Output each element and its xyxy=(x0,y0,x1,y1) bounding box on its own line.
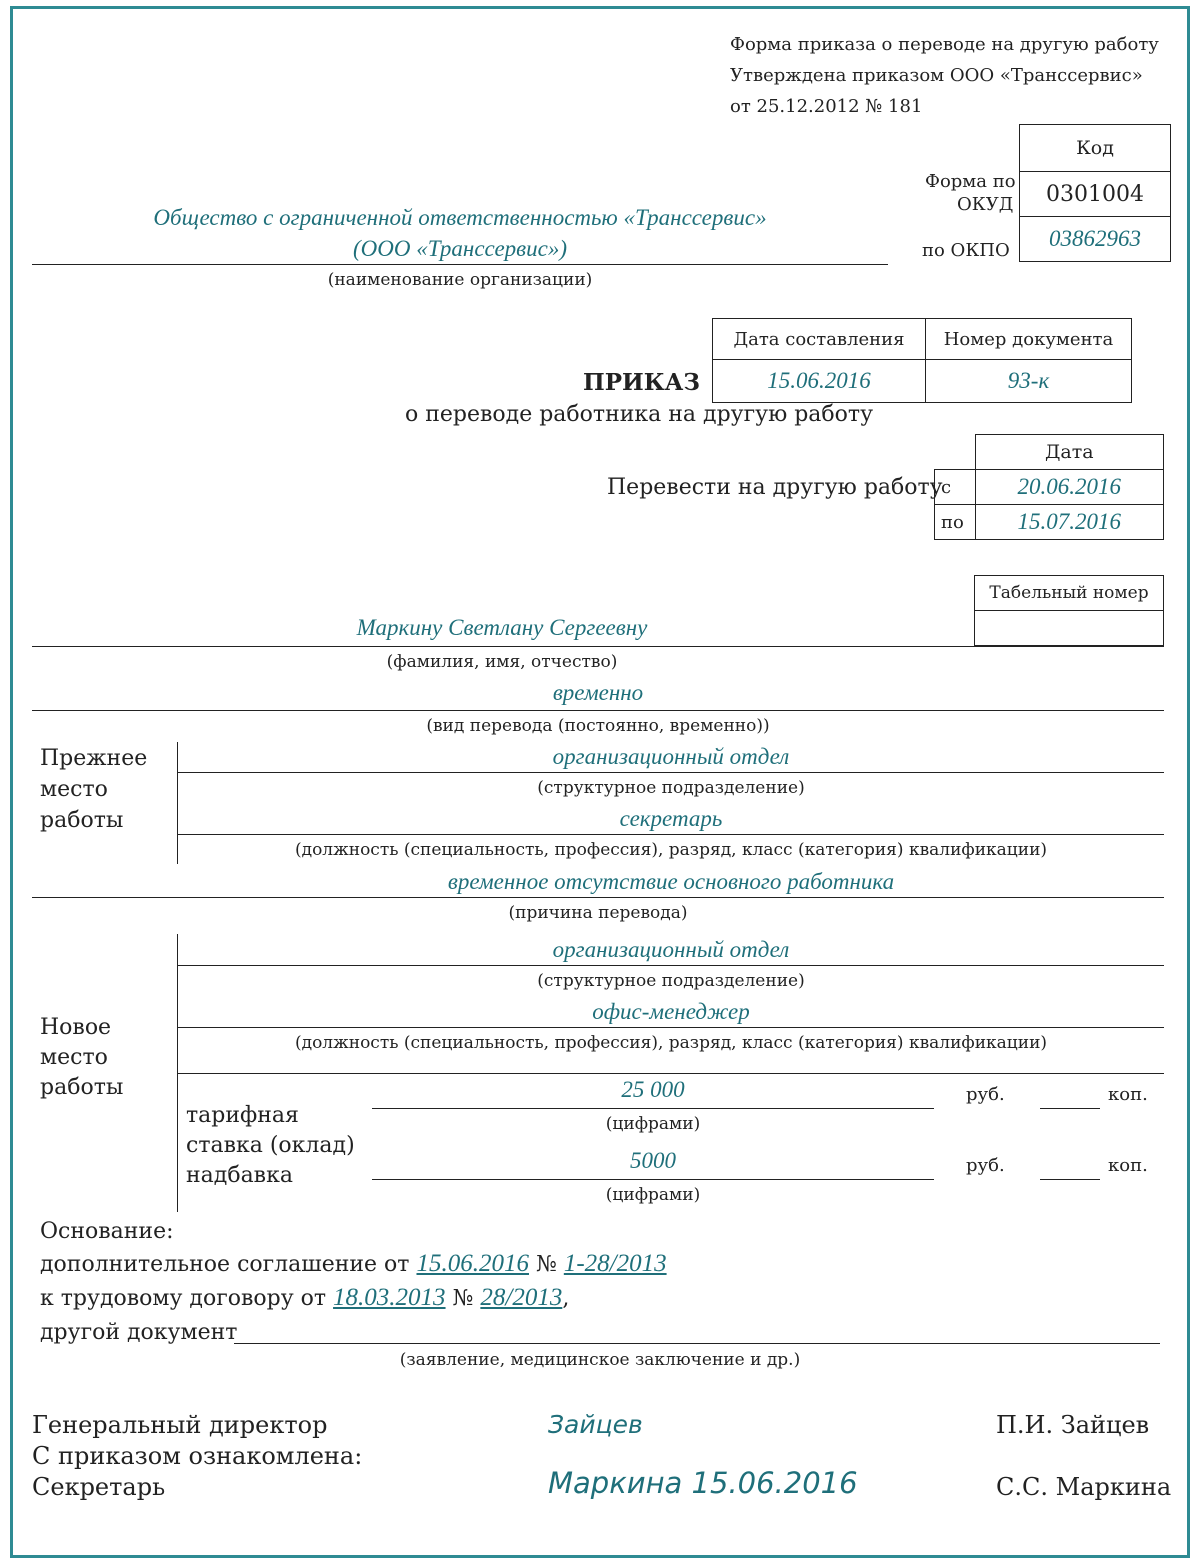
new-label-1: Новое xyxy=(40,1015,112,1040)
new-unit-value: организационный отдел xyxy=(552,937,790,962)
okud-value: 0301004 xyxy=(1020,172,1171,217)
acquainted-label: С приказом ознакомлена: xyxy=(32,1442,363,1470)
secretary-name: С.С. Маркина xyxy=(996,1473,1172,1501)
previous-position-value: секретарь xyxy=(619,806,723,831)
basis-other-underline xyxy=(234,1343,1160,1344)
basis-contract-date: 18.03.2013 xyxy=(333,1284,446,1311)
okpo-value: 03862963 xyxy=(1020,217,1171,262)
transfer-from-value: 20.06.2016 xyxy=(975,470,1164,505)
basis-agreement-prefix: дополнительное соглашение от xyxy=(40,1252,410,1277)
previous-label-1: Прежнее xyxy=(40,746,148,771)
new-section-divider xyxy=(178,1073,1164,1074)
doc-number-header: Номер документа xyxy=(926,319,1132,360)
okud-label-1: Форма по xyxy=(925,171,1016,192)
organization-caption: (наименование организации) xyxy=(327,270,593,290)
bonus-kop: коп. xyxy=(1108,1155,1148,1176)
doc-date-header: Дата составления xyxy=(713,319,926,360)
new-label-3: работы xyxy=(40,1075,124,1100)
transfer-dates-table xyxy=(934,434,1164,540)
code-header: Код xyxy=(1020,125,1171,172)
order-subtitle: о переводе работника на другую работу xyxy=(405,402,874,427)
form-note-line3: от 25.12.2012 № 181 xyxy=(730,96,923,117)
new-position-value: офис-менеджер xyxy=(592,999,750,1024)
secretary-signature: Маркина 15.06.2016 xyxy=(548,1466,858,1500)
employee-name: Маркину Светлану Сергеевну xyxy=(356,615,648,640)
personnel-number-table xyxy=(974,575,1164,646)
organization-underline xyxy=(32,264,888,265)
new-position-underline xyxy=(178,1027,1164,1028)
bonus-value: 5000 xyxy=(630,1148,676,1173)
okud-label-2: ОКУД xyxy=(957,194,1014,215)
director-signature: Зайцев xyxy=(548,1410,643,1439)
personnel-number-header: Табельный номер xyxy=(975,576,1164,611)
doc-date-value: 15.06.2016 xyxy=(713,360,926,403)
previous-position-underline xyxy=(178,834,1164,835)
rate-label-3: надбавка xyxy=(186,1163,293,1188)
salary-rub: руб. xyxy=(966,1084,1005,1105)
basis-heading: Основание: xyxy=(40,1219,174,1244)
order-title: ПРИКАЗ xyxy=(583,369,700,396)
basis-agreement-line xyxy=(40,1250,667,1278)
okpo-label: по ОКПО xyxy=(922,240,1010,261)
bonus-caption: (цифрами) xyxy=(605,1185,701,1205)
director-title: Генеральный директор xyxy=(32,1411,328,1439)
employee-name-caption: (фамилия, имя, отчество) xyxy=(386,652,618,672)
new-label-2: место xyxy=(40,1045,108,1070)
rate-label-1: тарифная xyxy=(186,1103,299,1128)
organization-name: Общество с ограниченной ответственностью «Транссервис» xyxy=(153,205,767,230)
basis-other-label: другой документ xyxy=(40,1320,238,1345)
director-name: П.И. Зайцев xyxy=(996,1411,1150,1439)
previous-unit-caption: (структурное подразделение) xyxy=(537,778,805,798)
reason-value: временное отсутствие основного работника xyxy=(447,869,895,894)
salary-kop: коп. xyxy=(1108,1084,1148,1105)
rate-label-2: ставка (оклад) xyxy=(186,1133,355,1158)
previous-position-caption: (должность (специальность, профессия), разряд, класс (категория) квалификации) xyxy=(294,840,1048,860)
basis-number-sign: № xyxy=(535,1252,557,1277)
basis-contract-number: 28/2013 xyxy=(480,1284,563,1311)
doc-info-table xyxy=(712,318,1132,403)
transfer-label: Перевести на другую работу xyxy=(607,475,943,500)
bonus-underline xyxy=(372,1179,934,1180)
basis-agreement-date: 15.06.2016 xyxy=(416,1250,529,1277)
doc-number-value: 93-к xyxy=(926,360,1132,403)
transfer-type-underline xyxy=(32,710,1164,711)
new-position-caption: (должность (специальность, профессия), разряд, класс (категория) квалификации) xyxy=(294,1033,1048,1053)
basis-contract-line xyxy=(40,1284,569,1312)
salary-value: 25 000 xyxy=(621,1077,685,1102)
basis-contract-number-sign: № xyxy=(452,1286,474,1311)
previous-unit-underline xyxy=(178,772,1164,773)
basis-contract-prefix: к трудовому договору от xyxy=(40,1286,327,1311)
bonus-kop-blank xyxy=(1040,1179,1100,1180)
basis-other-caption: (заявление, медицинское заключение и др.) xyxy=(399,1350,801,1370)
previous-label-3: работы xyxy=(40,808,124,833)
employee-name-underline xyxy=(32,646,1164,647)
transfer-type-caption: (вид перевода (постоянно, временно)) xyxy=(426,716,770,736)
codes-table xyxy=(1019,124,1171,262)
organization-short-name: (ООО «Транссервис») xyxy=(352,236,568,261)
new-unit-caption: (структурное подразделение) xyxy=(537,971,805,991)
reason-caption: (причина перевода) xyxy=(508,903,688,923)
secretary-title: Секретарь xyxy=(32,1473,166,1501)
bonus-rub: руб. xyxy=(966,1155,1005,1176)
transfer-from-label: с xyxy=(935,470,976,505)
transfer-to-label: по xyxy=(935,505,976,540)
new-unit-underline xyxy=(178,965,1164,966)
basis-agreement-number: 1-28/2013 xyxy=(563,1250,667,1277)
personnel-number-value xyxy=(975,611,1164,646)
form-note-line1: Форма приказа о переводе на другую работу xyxy=(730,34,1159,55)
transfer-type-value: временно xyxy=(552,680,644,705)
transfer-to-value: 15.07.2016 xyxy=(975,505,1164,540)
salary-kop-blank xyxy=(1040,1108,1100,1109)
form-note-line2: Утверждена приказом ООО «Транссервис» xyxy=(730,65,1143,86)
transfer-date-header: Дата xyxy=(975,435,1164,470)
salary-caption: (цифрами) xyxy=(605,1114,701,1134)
basis-comma: , xyxy=(562,1286,570,1311)
previous-label-2: место xyxy=(40,777,108,802)
previous-unit-value: организационный отдел xyxy=(552,744,790,769)
reason-underline xyxy=(32,897,1164,898)
salary-underline xyxy=(372,1108,934,1109)
